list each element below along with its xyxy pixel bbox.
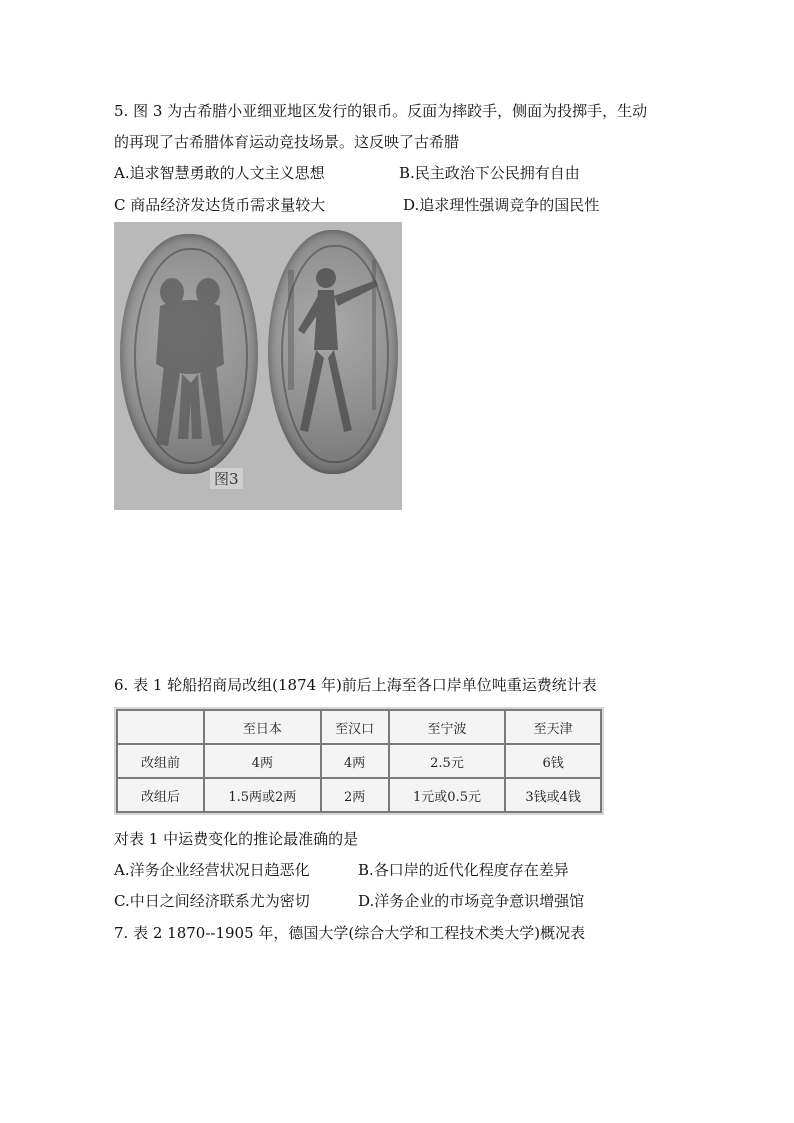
table-row (117, 778, 601, 812)
q5-option-d: D.追求理性强调竞争的国民性 (403, 196, 600, 214)
table-cell: 1.5两或2两 (204, 778, 320, 812)
freight-table (116, 709, 602, 813)
table-cell: 2两 (321, 778, 389, 812)
table-header-cell: 至宁波 (389, 710, 505, 744)
table-header-cell: 至天津 (505, 710, 601, 744)
q5-option-c: C 商品经济发达货币需求量较大 (114, 196, 326, 214)
q6-question: 对表 1 中运费变化的推论最准确的是 (114, 830, 359, 848)
thrower-relief-graphic (268, 230, 398, 474)
q6-stem: 6. 表 1 轮船招商局改组(1874 年)前后上海至各口岸单位吨重运费统计表 (114, 676, 597, 694)
table-cell: 2.5元 (389, 744, 505, 778)
q5-stem-line2: 的再现了古希腊体育运动竞技场景。这反映了古希腊 (114, 133, 460, 151)
wrestlers-relief-graphic (120, 234, 258, 474)
table-cell: 3钱或4钱 (505, 778, 601, 812)
table-cell: 改组前 (117, 744, 204, 778)
table-cell: 改组后 (117, 778, 204, 812)
table-cell: 1元或0.5元 (389, 778, 505, 812)
figure-caption: 图3 (210, 468, 243, 489)
q6-option-d: D.洋务企业的市场竞争意识增强馆 (358, 892, 585, 910)
coin-thrower-image (268, 230, 398, 474)
q6-option-c: C.中日之间经济联系尤为密切 (114, 892, 310, 910)
table-cell: 4两 (204, 744, 320, 778)
table-header-cell: 至日本 (204, 710, 320, 744)
table-cell: 6钱 (505, 744, 601, 778)
freight-table-image (114, 707, 604, 815)
coin-figure-image (114, 222, 402, 510)
table-cell: 4两 (321, 744, 389, 778)
table-row (117, 744, 601, 778)
q7-stem: 7. 表 2 1870--1905 年，德国大学(综合大学和工程技术类大学)概况表 (114, 924, 586, 942)
q6-option-a: A.洋务企业经营状况日趋恶化 (114, 861, 310, 879)
table-header-row (117, 710, 601, 744)
q6-option-b: B.各口岸的近代化程度存在差异 (358, 861, 569, 879)
table-header-cell (117, 710, 204, 744)
table-header-cell: 至汉口 (321, 710, 389, 744)
q5-stem-line1: 5. 图 3 为古希腊小亚细亚地区发行的银币。反面为摔跤手，侧面为投掷手，生动 (114, 102, 648, 120)
q5-option-b: B.民主政治下公民拥有自由 (399, 164, 580, 182)
q5-option-a: A.追求智慧勇敢的人文主义思想 (114, 164, 325, 182)
coin-wrestlers-image (120, 234, 258, 474)
